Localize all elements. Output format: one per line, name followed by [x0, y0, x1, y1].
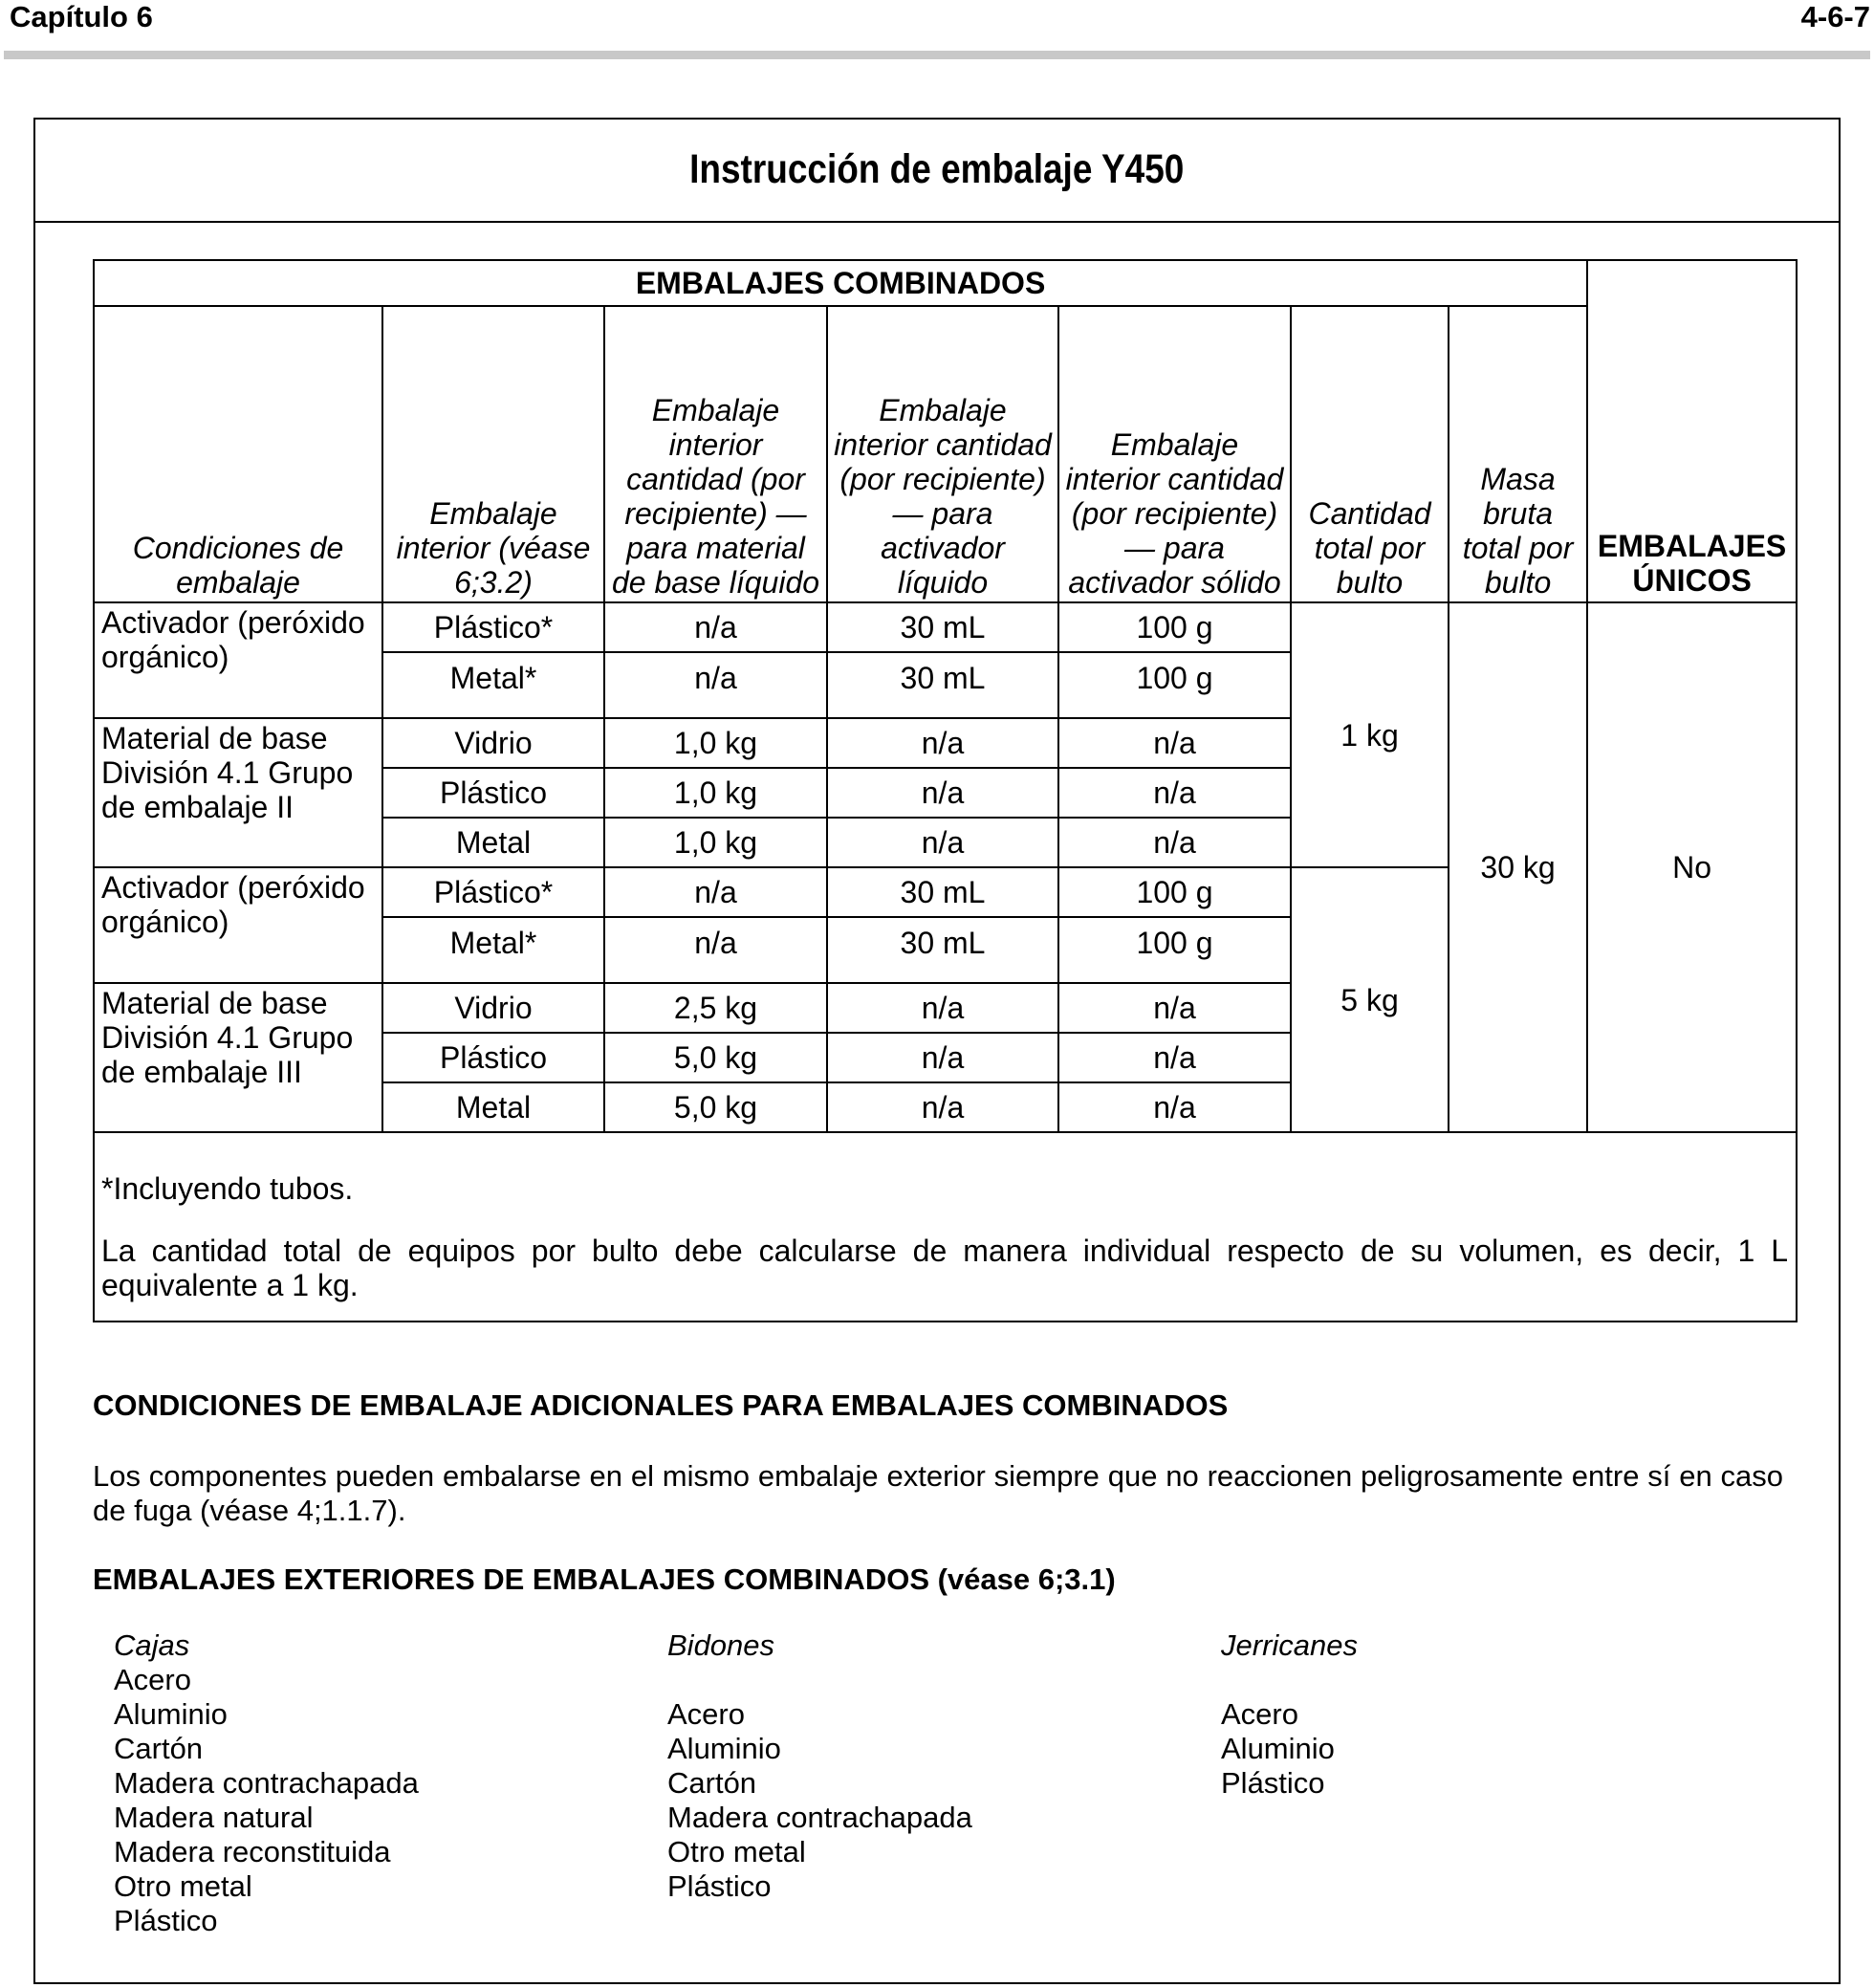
- list-item: Madera natural: [114, 1801, 314, 1834]
- activator-liquid-cell: 30 mL: [827, 602, 1058, 652]
- list-item: Acero: [1221, 1697, 1298, 1731]
- list-item: Plástico: [1221, 1766, 1325, 1800]
- activator-solid-cell: 100 g: [1058, 602, 1291, 652]
- list-item: Acero: [114, 1663, 191, 1696]
- total-qty-cell: 1 kg: [1291, 602, 1449, 867]
- table-notes: [94, 1132, 1797, 1322]
- list-spacer: [667, 1663, 972, 1697]
- activator-solid-cell: n/a: [1058, 818, 1291, 867]
- base-liquid-cell: 1,0 kg: [604, 768, 827, 818]
- col-header-conditions: Condiciones de embalaje: [94, 306, 382, 602]
- outer-column-drums: [667, 1628, 972, 1904]
- inner-packaging-cell: Metal*: [382, 652, 604, 718]
- page-number: 4-6-7: [1800, 0, 1870, 33]
- total-qty-cell: 5 kg: [1291, 867, 1449, 1132]
- outer-column-jerricans: [1221, 1628, 1358, 1801]
- packing-table: [93, 259, 1798, 1322]
- table-row: [94, 602, 1797, 652]
- activator-liquid-cell: n/a: [827, 768, 1058, 818]
- list-item: Plástico: [114, 1904, 218, 1937]
- condition-cell: Activador (peróxido orgánico): [94, 602, 382, 718]
- footnote-tubes: *Incluyendo tubos.: [101, 1171, 354, 1206]
- list-item: Otro metal: [114, 1869, 252, 1903]
- inner-packaging-cell: Metal: [382, 1082, 604, 1132]
- column-title-boxes: Cajas: [114, 1628, 190, 1662]
- chapter-label: Capítulo 6: [10, 0, 153, 33]
- base-liquid-cell: n/a: [604, 652, 827, 718]
- footnote-quantity: La cantidad total de equipos por bulto debe calcularse de manera individual respecto de su volumen, es decir, 1 L equivalente a 1 kg.: [101, 1234, 1789, 1302]
- column-title-drums: Bidones: [667, 1628, 775, 1662]
- condition-cell: Activador (peróxido orgánico): [94, 867, 382, 983]
- activator-solid-cell: n/a: [1058, 718, 1291, 768]
- base-liquid-cell: 1,0 kg: [604, 718, 827, 768]
- list-item: Aluminio: [114, 1697, 228, 1731]
- notes-row: [94, 1132, 1797, 1322]
- single-packaging-header: EMBALAJES ÚNICOS: [1587, 260, 1797, 602]
- inner-packaging-cell: Metal: [382, 818, 604, 867]
- list-item: Cartón: [667, 1766, 757, 1800]
- inner-packaging-cell: Vidrio: [382, 983, 604, 1033]
- activator-solid-cell: 100 g: [1058, 867, 1291, 917]
- base-liquid-cell: n/a: [604, 917, 827, 983]
- activator-liquid-cell: 30 mL: [827, 867, 1058, 917]
- activator-liquid-cell: 30 mL: [827, 917, 1058, 983]
- activator-liquid-cell: n/a: [827, 718, 1058, 768]
- list-item: Acero: [667, 1697, 745, 1731]
- inner-packaging-cell: Metal*: [382, 917, 604, 983]
- activator-solid-cell: n/a: [1058, 1082, 1291, 1132]
- col-header-inner-packaging: Embalaje interior (véase 6;3.2): [382, 306, 604, 602]
- base-liquid-cell: 1,0 kg: [604, 818, 827, 867]
- list-spacer: [1221, 1663, 1358, 1697]
- inner-packaging-cell: Vidrio: [382, 718, 604, 768]
- col-header-base-liquid: Embalaje interior cantidad (por recipiente) — para material de base líquido: [604, 306, 827, 602]
- outer-column-boxes: [114, 1628, 419, 1938]
- activator-liquid-cell: n/a: [827, 983, 1058, 1033]
- list-item: Aluminio: [1221, 1732, 1335, 1765]
- list-item: Plástico: [667, 1869, 772, 1903]
- inner-packaging-cell: Plástico*: [382, 602, 604, 652]
- activator-solid-cell: 100 g: [1058, 652, 1291, 718]
- base-liquid-cell: n/a: [604, 867, 827, 917]
- activator-solid-cell: 100 g: [1058, 917, 1291, 983]
- inner-packaging-cell: Plástico*: [382, 867, 604, 917]
- inner-packaging-cell: Plástico: [382, 1033, 604, 1082]
- combined-packaging-header: EMBALAJES COMBINADOS: [94, 260, 1587, 306]
- page-title: Instrucción de embalaje Y450: [33, 118, 1841, 223]
- col-header-total-qty: Cantidad total por bulto: [1291, 306, 1449, 602]
- list-item: Madera contrachapada: [667, 1801, 972, 1834]
- column-header-row: [94, 306, 1797, 602]
- activator-liquid-cell: n/a: [827, 818, 1058, 867]
- additional-conditions-heading: CONDICIONES DE EMBALAJE ADICIONALES PARA EMBALAJES COMBINADOS: [93, 1388, 1229, 1422]
- additional-conditions-text: Los componentes pueden embalarse en el mismo embalaje exterior siempre que no reaccionen peligrosamente entre sí en caso de fuga (véase 4;1.1.7).: [93, 1459, 1783, 1527]
- list-item: Cartón: [114, 1732, 204, 1765]
- base-liquid-cell: n/a: [604, 602, 827, 652]
- activator-solid-cell: n/a: [1058, 983, 1291, 1033]
- group-header-row: [94, 260, 1797, 306]
- activator-solid-cell: n/a: [1058, 1033, 1291, 1082]
- col-header-activator-solid: Embalaje interior cantidad (por recipiente) — para activador sólido: [1058, 306, 1291, 602]
- activator-solid-cell: n/a: [1058, 768, 1291, 818]
- list-item: Madera reconstituida: [114, 1835, 391, 1868]
- outer-packaging-heading: EMBALAJES EXTERIORES DE EMBALAJES COMBINADOS (véase 6;3.1): [93, 1562, 1116, 1596]
- base-liquid-cell: 2,5 kg: [604, 983, 827, 1033]
- col-header-gross-mass: Masa bruta total por bulto: [1449, 306, 1587, 602]
- gross-mass-cell: 30 kg: [1449, 602, 1587, 1132]
- list-item: Aluminio: [667, 1732, 781, 1765]
- activator-liquid-cell: n/a: [827, 1082, 1058, 1132]
- column-title-jerricans: Jerricanes: [1221, 1628, 1358, 1662]
- single-packaging-cell: No: [1587, 602, 1797, 1132]
- condition-cell: Material de base División 4.1 Grupo de embalaje III: [94, 983, 382, 1132]
- activator-liquid-cell: n/a: [827, 1033, 1058, 1082]
- header-divider: [4, 51, 1870, 59]
- condition-cell: Material de base División 4.1 Grupo de embalaje II: [94, 718, 382, 867]
- list-item: Madera contrachapada: [114, 1766, 419, 1800]
- base-liquid-cell: 5,0 kg: [604, 1082, 827, 1132]
- inner-packaging-cell: Plástico: [382, 768, 604, 818]
- col-header-activator-liquid: Embalaje interior cantidad (por recipiente) — para activador líquido: [827, 306, 1058, 602]
- list-item: Otro metal: [667, 1835, 806, 1868]
- activator-liquid-cell: 30 mL: [827, 652, 1058, 718]
- base-liquid-cell: 5,0 kg: [604, 1033, 827, 1082]
